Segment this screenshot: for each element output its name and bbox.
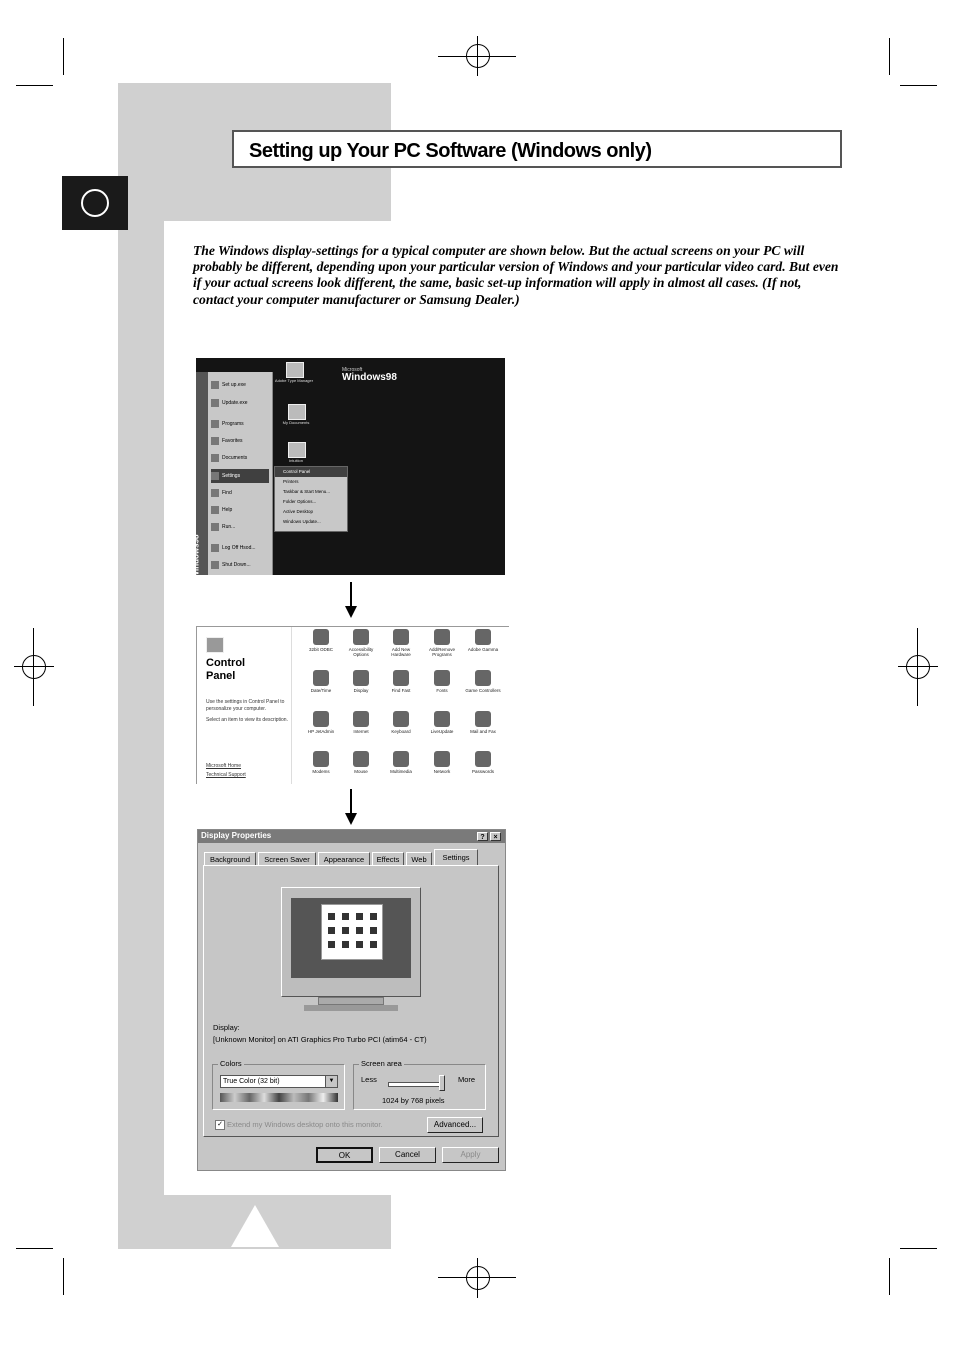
display-properties-screenshot: [197, 829, 506, 1171]
tab-background[interactable]: Background: [204, 852, 256, 865]
microsoft-label: Microsoft: [342, 367, 363, 373]
cp-item[interactable]: Modems: [303, 751, 339, 789]
intro-paragraph: The Windows display-settings for a typical computer are shown below. But the actual screens on your PC will probably be different, depending upon your particular version of Windows and your particular video card. But even if your actual screens look different, the same, basic set-up information will apply in almost all cases. (If not, contact your computer manufacturer or Samsung Dealer.): [193, 243, 839, 307]
crop-mark: [889, 1258, 890, 1295]
tab-effects[interactable]: Effects: [372, 852, 404, 865]
tab-screen-saver[interactable]: Screen Saver: [258, 852, 316, 865]
screen-area-slider-track[interactable]: [388, 1082, 445, 1087]
shutdown-icon: [211, 561, 219, 569]
down-arrow-icon: [350, 789, 352, 815]
cp-item[interactable]: Add New Hardware: [383, 629, 419, 667]
apply-button[interactable]: Apply: [442, 1147, 499, 1163]
cp-item[interactable]: 32bit ODBC: [303, 629, 339, 667]
cp-item[interactable]: Passwords: [465, 751, 501, 789]
page-title: Setting up Your PC Software (Windows only): [249, 140, 652, 162]
tab-web[interactable]: Web: [406, 852, 432, 865]
find-fast-icon: [393, 670, 409, 686]
keyboard-icon: [393, 711, 409, 727]
start-menu-item[interactable]: Shut Down...: [211, 558, 251, 572]
start-menu-item[interactable]: Programs: [211, 417, 244, 431]
circle-icon: [81, 189, 109, 217]
settings-submenu: [274, 466, 348, 532]
mini-icon: [328, 941, 335, 948]
screen-area-slider-thumb[interactable]: [439, 1075, 445, 1091]
down-arrow-icon: [345, 813, 357, 825]
triangle-icon: [231, 1205, 279, 1247]
start-menu-banner: [191, 372, 208, 579]
control-panel-screenshot: [196, 626, 509, 784]
fonts-icon: [434, 670, 450, 686]
dialog-title: Display Properties: [201, 831, 272, 840]
logoff-icon: [211, 544, 219, 552]
mini-icon: [342, 913, 349, 920]
registration-mark: [898, 666, 938, 667]
setup-icon: [211, 381, 219, 389]
microsoft-home-link[interactable]: Microsoft Home: [206, 763, 242, 769]
cp-item[interactable]: Mail and Fax: [465, 711, 501, 749]
submenu-item[interactable]: Printers: [283, 479, 299, 484]
modems-icon: [313, 751, 329, 767]
hardware-icon: [393, 629, 409, 645]
settings-icon: [211, 472, 219, 480]
mini-icon: [342, 927, 349, 934]
start-menu: [208, 372, 273, 575]
monitor-stand: [318, 997, 384, 1005]
network-icon: [434, 751, 450, 767]
start-menu-item[interactable]: Set up.exe: [211, 378, 246, 392]
registration-mark: [917, 628, 918, 706]
crop-mark: [63, 1258, 64, 1295]
mini-icon: [370, 941, 377, 948]
extend-desktop-checkbox[interactable]: ✓: [215, 1120, 225, 1130]
colors-group: [212, 1059, 345, 1110]
mini-icon: [356, 927, 363, 934]
gray-band: [118, 221, 164, 1195]
monitor-base: [304, 1005, 398, 1011]
cp-item[interactable]: Accessibility Options: [343, 629, 379, 667]
liveupdate-icon: [434, 711, 450, 727]
desktop-icon[interactable]: [288, 442, 306, 458]
color-gradient: [220, 1093, 338, 1102]
colors-select[interactable]: True Color (32 bit) ▼: [220, 1075, 338, 1088]
cp-item[interactable]: Find Fast: [383, 670, 419, 708]
desktop-icon-label: Adobe Type Manager: [274, 378, 314, 383]
date-time-icon: [313, 670, 329, 686]
mini-icon: [370, 913, 377, 920]
crop-mark: [889, 38, 890, 75]
dialog-titlebar: [198, 830, 505, 843]
desktop-icon[interactable]: [286, 362, 304, 378]
favorites-icon: [211, 437, 219, 445]
submenu-item[interactable]: Taskbar & Start Menu...: [283, 489, 331, 494]
desktop-screenshot: [191, 358, 505, 579]
registration-mark: [14, 666, 54, 667]
start-menu-item-settings[interactable]: Settings: [211, 469, 269, 483]
control-panel-sidebar: [197, 627, 292, 784]
registration-mark: [33, 628, 34, 706]
page-title-box: [232, 130, 842, 168]
cp-item[interactable]: Mouse: [343, 751, 379, 789]
display-value: [Unknown Monitor] on ATI Graphics Pro Turbo PCI (atim64 - CT): [213, 1035, 427, 1044]
mini-icon: [342, 941, 349, 948]
accessibility-icon: [353, 629, 369, 645]
start-menu-item[interactable]: Run...: [211, 520, 235, 534]
display-label: Display:: [213, 1023, 240, 1032]
chevron-down-icon[interactable]: ▼: [325, 1076, 337, 1087]
cp-item[interactable]: Adobe Gamma: [465, 629, 501, 667]
desktop-icon-label: My Documents: [282, 420, 310, 425]
control-panel-title: Control Panel: [206, 657, 246, 682]
cp-item[interactable]: Keyboard: [383, 711, 419, 749]
advanced-button[interactable]: Advanced...: [427, 1117, 483, 1133]
screen-area-group: [353, 1059, 486, 1110]
more-label: More: [458, 1075, 476, 1084]
monitor-screen: [291, 898, 411, 978]
tab-settings[interactable]: Settings: [434, 849, 478, 866]
colors-label: Colors: [220, 1059, 242, 1068]
start-menu-item[interactable]: Help: [211, 503, 232, 517]
mini-icon: [328, 913, 335, 920]
registration-mark: [22, 655, 46, 679]
mini-icon: [370, 927, 377, 934]
jetadmin-icon: [313, 711, 329, 727]
crop-mark: [900, 85, 937, 86]
cp-item[interactable]: Game Controllers: [465, 670, 501, 708]
screen-area-label: Screen area: [361, 1059, 402, 1068]
language-tab: [62, 176, 128, 230]
start-menu-item[interactable]: Find: [211, 486, 232, 500]
submenu-item[interactable]: Folder Options...: [283, 499, 317, 504]
start-menu-item[interactable]: Favorites: [211, 434, 243, 448]
mail-fax-icon: [475, 711, 491, 727]
documents-icon: [211, 454, 219, 462]
cp-item-display[interactable]: Display: [343, 670, 379, 708]
crop-mark: [16, 85, 53, 86]
registration-mark: [466, 1266, 490, 1290]
run-icon: [211, 523, 219, 531]
monitor-preview: [281, 887, 421, 997]
cp-item[interactable]: Date/Time: [303, 670, 339, 708]
windows-logo: Windows98: [342, 372, 397, 383]
mini-icon: [328, 927, 335, 934]
control-panel-icon: [206, 637, 224, 653]
add-remove-icon: [434, 629, 450, 645]
control-panel-description: Use the settings in Control Panel to personalize your computer. Select an item to view its description.: [206, 699, 288, 723]
update-icon: [211, 399, 219, 407]
cp-item[interactable]: Multimedia: [383, 751, 419, 789]
adobe-gamma-icon: [475, 629, 491, 645]
cp-item[interactable]: HP JetAdmin: [303, 711, 339, 749]
desktop-icon[interactable]: [288, 404, 306, 420]
odbc-icon: [313, 629, 329, 645]
cp-item[interactable]: Network: [424, 751, 460, 789]
start-menu-banner-text: Windows98: [191, 534, 201, 579]
resolution-value: 1024 by 768 pixels: [382, 1096, 445, 1105]
cp-item[interactable]: Fonts: [424, 670, 460, 708]
registration-mark: [906, 655, 930, 679]
game-controllers-icon: [475, 670, 491, 686]
less-label: Less: [361, 1075, 377, 1084]
ok-button[interactable]: OK: [316, 1147, 373, 1163]
mini-icon: [356, 941, 363, 948]
cp-item[interactable]: LiveUpdate: [424, 711, 460, 749]
submenu-item[interactable]: Active Desktop: [283, 509, 314, 514]
start-menu-item[interactable]: Update.exe: [211, 396, 248, 410]
programs-icon: [211, 420, 219, 428]
start-menu-item[interactable]: Documents: [211, 451, 247, 465]
display-icon: [353, 670, 369, 686]
registration-mark: [477, 36, 478, 76]
cancel-button[interactable]: Cancel: [379, 1147, 436, 1163]
passwords-icon: [475, 751, 491, 767]
multimedia-icon: [393, 751, 409, 767]
submenu-item-control-panel[interactable]: Control Panel: [275, 467, 347, 477]
help-button[interactable]: ?: [477, 832, 488, 841]
technical-support-link[interactable]: Technical Support: [206, 772, 246, 778]
registration-mark: [477, 1258, 478, 1298]
help-icon: [211, 506, 219, 514]
crop-mark: [16, 1248, 53, 1249]
extend-desktop-label: Extend my Windows desktop onto this monitor.: [227, 1120, 383, 1129]
down-arrow-icon: [350, 582, 352, 608]
down-arrow-icon: [345, 606, 357, 618]
preview-window: [321, 904, 383, 960]
find-icon: [211, 489, 219, 497]
tab-appearance[interactable]: Appearance: [318, 852, 370, 865]
crop-mark: [900, 1248, 937, 1249]
start-menu-item[interactable]: Log Off Hsod...: [211, 541, 256, 555]
internet-icon: [353, 711, 369, 727]
mouse-icon: [353, 751, 369, 767]
mini-icon: [356, 913, 363, 920]
cp-item[interactable]: Internet: [343, 711, 379, 749]
crop-mark: [63, 38, 64, 75]
desktop-icon-label: Intuition: [288, 458, 303, 463]
close-button[interactable]: ×: [490, 832, 501, 841]
submenu-item[interactable]: Windows Update...: [283, 519, 321, 524]
cp-item[interactable]: Add/Remove Programs: [424, 629, 460, 667]
